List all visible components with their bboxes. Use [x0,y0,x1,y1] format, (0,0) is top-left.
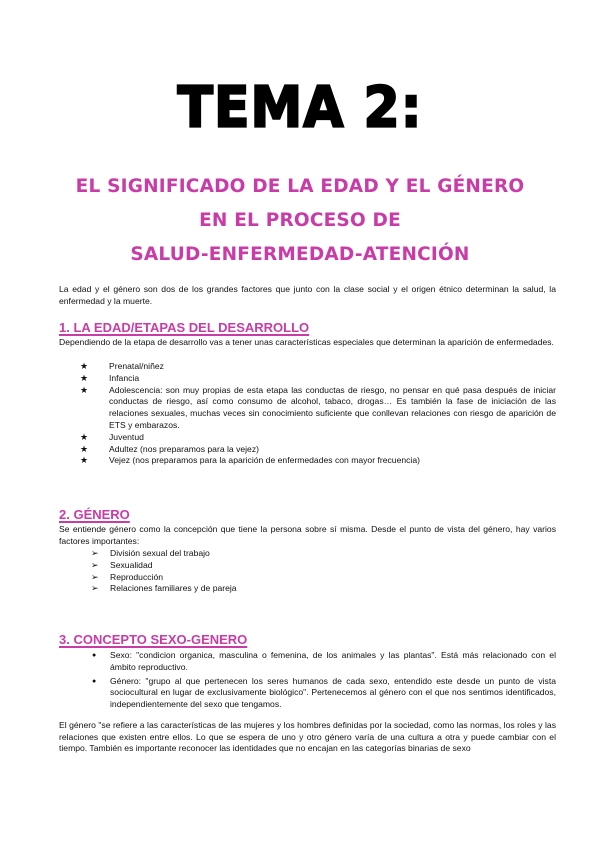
list-item-text: Infancia [109,372,140,383]
subtitle-line-1: EL SIGNIFICADO DE LA EDAD Y EL GÉNERO [75,176,525,197]
list-item-text: Sexo: "condicion organica, masculina o femenina, de los animales y las plantas". Está más relacionado con el ámbito reproductivo. [110,650,556,672]
section-3-list [92,650,556,711]
list-item [80,444,556,456]
dot-bullet-icon: ● [92,677,97,685]
list-item [92,650,556,674]
section-1-list [80,361,556,467]
list-item [80,385,556,432]
arrowhead-bullet-icon: ➢ [91,559,99,570]
section-2-text: Se entiende género como la concepción que tiene la persona sobre sí misma. Desde el punto de vista del género, hay varios factores importantes: [59,524,556,546]
intro-paragraph: La edad y el género son dos de los grandes factores que junto con la clase social y el origen étnico determinan la salud, la enfermedad y la muerte. [59,284,556,306]
list-item [91,572,556,584]
section-2-heading: 2. GÉNERO [59,507,130,522]
star-bullet-icon: ★ [80,455,89,466]
list-item-text: Vejez (nos preparamos para la aparición de enfermedades con mayor frecuencia) [109,455,420,466]
list-item [80,361,556,373]
star-bullet-icon: ★ [80,361,89,371]
list-item [91,583,556,595]
list-item [80,455,556,467]
list-item [92,676,556,711]
section-2-list [91,548,556,595]
star-bullet-icon: ★ [80,384,89,395]
arrowhead-bullet-icon: ➢ [91,583,99,594]
list-item-text: División sexual del trabajo [110,548,210,558]
list-item-text: Juventud [109,431,144,442]
list-item-text: Relaciones familiares y de pareja [110,583,237,594]
list-item-text: Género: "grupo al que pertenecen los seres humanos de cada sexo, entendido este desde un punto de vista sociocultural en lugar de exclusivamente biológico". Pertenecemos al género con el que nos sentimos identificados, independientemente del sexo que tengamos. [110,675,556,710]
subtitle-line-3: SALUD-ENFERMEDAD-ATENCIÓN [130,244,470,265]
list-item-text: Sexualidad [110,559,153,570]
arrowhead-bullet-icon: ➢ [91,571,99,582]
star-bullet-icon: ★ [80,431,89,442]
section-1-text: Dependiendo de la etapa de desarrollo vas a tener unas características especiales que determinan la aparición de enfermedades. [59,337,554,347]
closing-paragraph: El género "se refiere a las características de las mujeres y los hombres definidas por la sociedad, como las normas, los roles y las relaciones que existen entre ellos. Lo que se espera de uno y otro género varía de una cultura a otra y puede cambiar con el tiempo. También es importante reconocer las identidades que no encajan en las categorías binarias de sexo [59,720,556,754]
section-3-heading: 3. CONCEPTO SEXO-GENERO [59,632,248,647]
list-item [80,373,556,385]
arrowhead-bullet-icon: ➢ [91,548,99,558]
list-item [80,432,556,444]
subtitle-line-2: EN EL PROCESO DE [199,210,401,231]
list-item-text: Adultez (nos preparamos para la vejez) [109,443,259,454]
section-1-heading: 1. LA EDAD/ETAPAS DEL DESARROLLO [59,320,310,335]
star-bullet-icon: ★ [80,372,89,383]
list-item [91,548,556,560]
page-title: TEMA 2: [177,75,423,141]
star-bullet-icon: ★ [80,443,89,454]
list-item-text: Adolescencia: son muy propias de esta etapa las conductas de riesgo, no pensar en qué pasa después de iniciar conductas de riesgo, así como consumo de alcohol, tabaco, drogas… Es también la fase de iniciación de las relaciones sexuales, muchas veces sin conocimiento suficiente que conllevan relaciones con riesgo de aparición de ETS y embarazos. [109,384,556,430]
list-item-text: Reproducción [110,571,164,582]
dot-bullet-icon: ● [92,652,97,659]
list-item-text: Prenatal/niñez [109,361,164,371]
list-item [91,560,556,572]
